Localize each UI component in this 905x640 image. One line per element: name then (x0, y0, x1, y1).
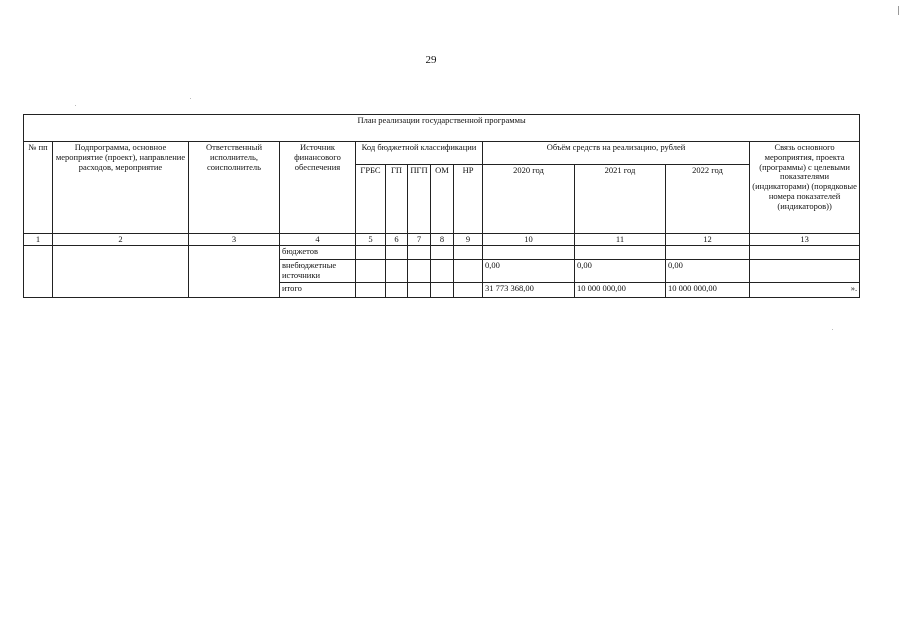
scan-edge-mark (898, 6, 899, 15)
cell-2020: 31 773 368,00 (483, 283, 575, 298)
column-number: 3 (189, 234, 280, 246)
cell-link (750, 260, 860, 283)
cell-om (431, 246, 454, 260)
column-number: 6 (386, 234, 408, 246)
header-nr: НР (454, 165, 483, 234)
cell-nr (454, 246, 483, 260)
column-number: 10 (483, 234, 575, 246)
column-number: 2 (53, 234, 189, 246)
scan-speck (75, 105, 76, 106)
header-gp: ГП (386, 165, 408, 234)
cell-grbs (356, 246, 386, 260)
header-pgp: ПГП (408, 165, 431, 234)
cell-gp (386, 246, 408, 260)
cell-2022 (666, 246, 750, 260)
cell-grbs (356, 260, 386, 283)
column-number: 1 (24, 234, 53, 246)
cell-2020: 0,00 (483, 260, 575, 283)
table-row (24, 246, 860, 260)
header-link: Связь основного мероприятия, проекта (программы) с целевыми показателями (индикаторами) (порядковые номера показателей (индикаторов)) (750, 142, 860, 234)
cell-source: итого (280, 283, 356, 298)
column-numbers-row (24, 234, 860, 246)
column-number: 4 (280, 234, 356, 246)
column-number: 5 (356, 234, 386, 246)
cell-gp (386, 283, 408, 298)
header-funds: Объём средств на реализацию, рублей (483, 142, 750, 165)
cell-pgp (408, 246, 431, 260)
cell-2021: 10 000 000,00 (575, 283, 666, 298)
scan-speck (190, 98, 191, 99)
table-title: План реализации государственной программы (24, 115, 860, 142)
cell-grbs (356, 283, 386, 298)
cell-nr (454, 260, 483, 283)
header-year-2021: 2021 год (575, 165, 666, 234)
column-number: 13 (750, 234, 860, 246)
cell-2020 (483, 246, 575, 260)
cell-link (750, 246, 860, 260)
header-year-2020: 2020 год (483, 165, 575, 234)
cell-2021: 0,00 (575, 260, 666, 283)
cell-2022: 10 000 000,00 (666, 283, 750, 298)
cell-2021 (575, 246, 666, 260)
cell-pgp (408, 260, 431, 283)
header-year-2022: 2022 год (666, 165, 750, 234)
header-no: № пп (24, 142, 53, 234)
scan-speck (832, 329, 833, 330)
program-plan-table (23, 114, 860, 298)
cell-subprogram-merged (53, 246, 189, 298)
cell-om (431, 260, 454, 283)
cell-source: бюджетов (280, 246, 356, 260)
cell-nr (454, 283, 483, 298)
cell-link: ». (750, 283, 860, 298)
header-source: Источник финансового обеспечения (280, 142, 356, 234)
column-number: 11 (575, 234, 666, 246)
column-number: 8 (431, 234, 454, 246)
header-budget-code: Код бюджетной классификации (356, 142, 483, 165)
header-om: ОМ (431, 165, 454, 234)
header-subprogram: Подпрограмма, основное мероприятие (проект), направление расходов, мероприятие (53, 142, 189, 234)
header-executor: Ответственный исполнитель, соисполнитель (189, 142, 280, 234)
header-grbs: ГРБС (356, 165, 386, 234)
cell-source: внебюджетные источники (280, 260, 356, 283)
cell-executor-merged (189, 246, 280, 298)
cell-om (431, 283, 454, 298)
cell-gp (386, 260, 408, 283)
column-number: 9 (454, 234, 483, 246)
column-number: 7 (408, 234, 431, 246)
cell-pgp (408, 283, 431, 298)
column-number: 12 (666, 234, 750, 246)
cell-no-merged (24, 246, 53, 298)
cell-2022: 0,00 (666, 260, 750, 283)
page-number: 29 (425, 54, 437, 66)
